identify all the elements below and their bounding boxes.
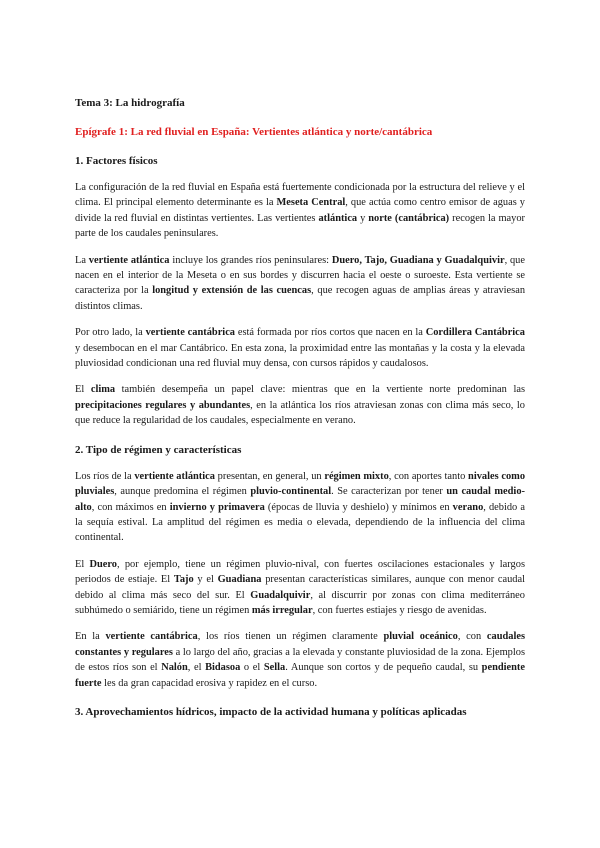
paragraph	[75, 557, 525, 619]
bold-term: vertiente cantábrica	[105, 631, 198, 643]
bold-term: atlántica	[318, 212, 358, 224]
text-run: . Se caracterizan por tener	[331, 486, 447, 498]
text-run: , por ejemplo, tiene un régimen pluvio-nival, con fuertes oscilaciones estacionales y largos periodos de estiaje. El	[75, 558, 525, 586]
bold-term: pluvial oceánico	[383, 631, 458, 643]
text-run: está formada por ríos cortos que nacen en la	[235, 327, 426, 339]
text-run: La configuración de la red fluvial en España está fuertemente condicionada por la estructura del relieve y el clima. El principal elemento determinante es la	[75, 182, 525, 209]
text-run: , aunque predomina el régimen	[114, 486, 251, 498]
text-run: , el	[187, 662, 206, 674]
bold-term: régimen mixto	[324, 470, 389, 482]
text-run: , al discurrir por zonas con clima mediterráneo subhúmedo o semiárido, tiene un régimen	[75, 589, 525, 616]
bold-term: verano	[452, 501, 484, 513]
text-run: , que recogen aguas de amplias áreas y atraviesan distintos climas.	[75, 285, 526, 312]
text-run: La	[75, 254, 89, 266]
text-run: , con máximos en	[91, 501, 170, 513]
bold-term: Bidasoa	[205, 662, 241, 674]
bold-term: Duero	[89, 558, 117, 570]
text-run: (épocas de lluvia y deshielo) y mínimos en	[264, 501, 453, 513]
bold-term: invierno y primavera	[169, 501, 265, 513]
text-run: El	[75, 384, 91, 396]
text-run: y desembocan en el mar Cantábrico. En esta zona, la proximidad entre las montañas y la costa y la elevada pluviosidad condicionan una red fluvial muy densa, con cursos rápidos y caudalosos.	[75, 342, 525, 370]
section-2-heading: 2. Tipo de régimen y características	[75, 443, 242, 456]
text-run: . Aunque son cortos y de pequeño caudal, su	[285, 662, 482, 674]
text-run: y el	[193, 574, 218, 586]
paragraph	[75, 629, 525, 691]
text-run: y	[357, 212, 369, 224]
paragraph	[75, 325, 525, 371]
bold-term: un caudal medio-alto	[75, 486, 525, 513]
bold-term: Cordillera Cantábrica	[425, 327, 525, 339]
epigrafe-heading: Epígrafe 1: La red fluvial en España: Vertientes atlántica y norte/cantábrica	[75, 126, 433, 138]
text-run: Por otro lado, la	[75, 327, 146, 339]
bold-term: caudales constantes y regulares	[75, 631, 526, 658]
paragraph	[75, 382, 525, 428]
section-1-heading: 1. Factores físicos	[75, 155, 158, 167]
paragraph	[75, 469, 525, 546]
text-run: también desempeña un papel clave: mientras que en la vertiente norte predominan las	[115, 384, 525, 396]
bold-term: norte (cantábrica)	[368, 212, 450, 224]
bold-term: longitud y extensión de las cuencas	[152, 285, 312, 297]
paragraph	[75, 253, 525, 315]
bold-term: clima	[90, 384, 116, 396]
bold-term: más irregular	[251, 604, 313, 616]
bold-term: pluvio-continental	[250, 486, 332, 498]
bold-term: vertiente atlántica	[134, 470, 215, 482]
text-run: , que actúa como centro emisor de aguas y divide la red fluvial en distintas vertientes. Las vertientes	[75, 197, 525, 224]
bold-term: Duero, Tajo, Guadiana y Guadalquivir	[331, 254, 505, 266]
text-run: a lo largo del año, gracias a la elevada y constante pluviosidad de la zona. Ejemplos de estos ríos son el	[75, 646, 525, 674]
text-run: recogen la mayor parte de los caudales peninsulares.	[75, 212, 525, 240]
bold-term: pendiente fuerte	[75, 662, 525, 689]
text-run: , con	[457, 631, 487, 643]
bold-term: vertiente cantábrica	[145, 327, 236, 339]
bold-term: Nalón	[161, 662, 188, 674]
text-run: , en la atlántica los ríos atraviesan zonas con clima más seco, lo que reduce la regularidad de los caudales, especialmente en verano.	[75, 399, 526, 427]
bold-term: Guadiana	[217, 574, 262, 586]
text-run: , con aportes tanto	[388, 470, 469, 482]
text-run: Los ríos de la	[75, 470, 135, 482]
bold-term: nivales como pluviales	[75, 470, 526, 498]
text-run: El	[75, 558, 90, 570]
bold-term: Meseta Central	[276, 197, 346, 209]
bold-term: Sella	[263, 662, 286, 674]
section-3-heading: 3. Aprovechamientos hídricos, impacto de la actividad humana y políticas aplicadas	[75, 705, 467, 718]
bold-term: vertiente atlántica	[88, 254, 170, 266]
text-run: , los ríos tienen un régimen claramente	[197, 631, 384, 643]
bold-term: Guadalquivir	[250, 589, 311, 601]
text-run: presentan, en general, un	[214, 470, 325, 482]
text-run: les da gran capacidad erosiva y rapidez en el curso.	[101, 677, 318, 689]
bold-term: Tajo	[173, 574, 194, 586]
paragraph	[75, 180, 525, 242]
document-title: Tema 3: La hidrografía	[75, 97, 185, 109]
text-run: , con fuertes estiajes y riesgo de avenidas.	[312, 604, 487, 616]
text-run: , que nacen en el interior de la Meseta o en sus bordes y discurren hacia el oeste o suroeste. Esta vertiente se caracteriza por la	[75, 254, 525, 297]
text-run: En la	[75, 631, 106, 643]
text-run: presentan características similares, aunque con menor caudal debido al clima más seco del sur. El	[75, 574, 525, 601]
text-run: incluye los grandes ríos peninsulares:	[169, 254, 332, 266]
text-run: o el	[240, 662, 264, 674]
bold-term: precipitaciones regulares y abundantes	[75, 399, 251, 411]
document-page	[75, 90, 525, 720]
text-run: , debido a la sequía estival. La amplitud del régimen es media o elevada, dependiendo de la influencia del clima continental.	[75, 501, 525, 544]
